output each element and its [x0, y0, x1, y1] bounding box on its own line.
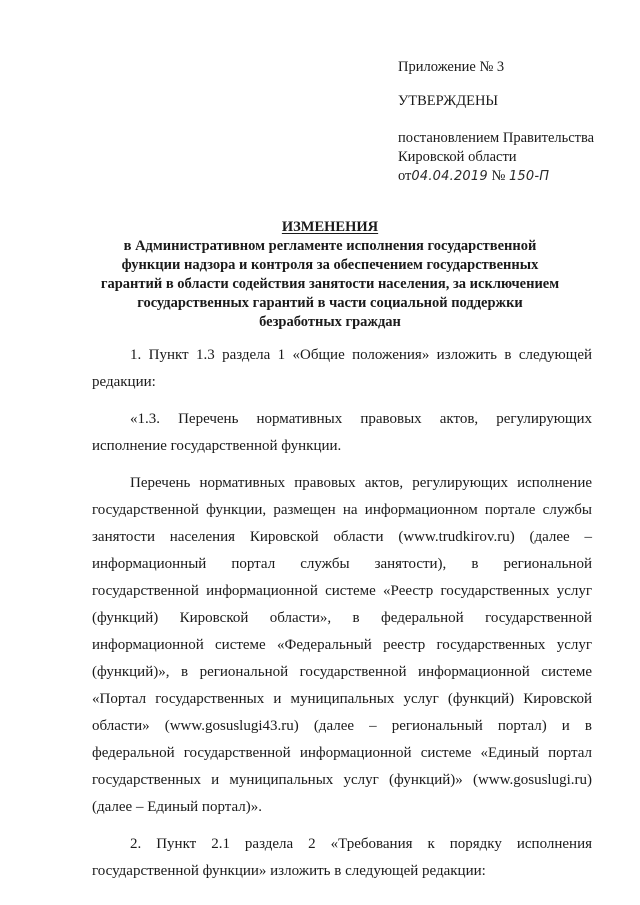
title-line: гарантий в области содействия занятости населения, за исключением [100, 276, 560, 292]
paragraph-item-2: 2. Пункт 2.1 раздела 2 «Требования к порядку исполнения государственной функции» изложить в следующей редакции: [92, 836, 592, 879]
date-prefix: от [398, 168, 412, 184]
approval-block [398, 58, 594, 186]
decree-date-number [398, 167, 594, 186]
number-prefix: № [491, 168, 506, 184]
title-line: в Административном регламенте исполнения государственной [123, 238, 537, 254]
paragraph-normative-acts: Перечень нормативных правовых актов, регулирующих исполнение государственной функции, размещен на информационном портале службы занятости населения Кировской области (www.trudkirov.ru) (далее – информационный портал службы занятости), в региональной государственной информационной системе «Реестр государственных услуг (функций) Кировской области», в федеральной государственной информационной системе «Федеральный реестр государственных услуг (функций)», в региональной государственной информационной системе «Портал государственных и муниципальных услуг (функций) Кировской области» (www.gosuslugi43.ru) (далее – региональный портал) и в федеральной государственной информационной системе «Единый портал государственных и муниципальных услуг (функций)» (www.gosuslugi.ru) (далее – Единый портал)». [92, 475, 592, 815]
paragraph-quote-1-3: «1.3. Перечень нормативных правовых актов, регулирующих исполнение государственной функции. [92, 411, 592, 454]
appendix-label: Приложение № 3 [398, 59, 505, 75]
approved-by-line1: постановлением Правительства [398, 130, 595, 146]
document-title [95, 218, 565, 332]
handwritten-date: 04.04.2019 [411, 169, 488, 184]
title-line: безработных граждан [259, 314, 401, 330]
title-line: функции надзора и контроля за обеспечением государственных [121, 257, 539, 273]
paragraph-item-1: 1. Пункт 1.3 раздела 1 «Общие положения» изложить в следующей редакции: [92, 347, 592, 390]
title-line: государственных гарантий в части социальной поддержки [137, 295, 523, 311]
title-main: ИЗМЕНЕНИЯ [281, 219, 379, 235]
handwritten-number: 150-П [508, 169, 550, 184]
approved-label: УТВЕРЖДЕНЫ [398, 93, 499, 109]
approved-by-line2: Кировской области [398, 149, 517, 165]
document-body [92, 342, 592, 895]
